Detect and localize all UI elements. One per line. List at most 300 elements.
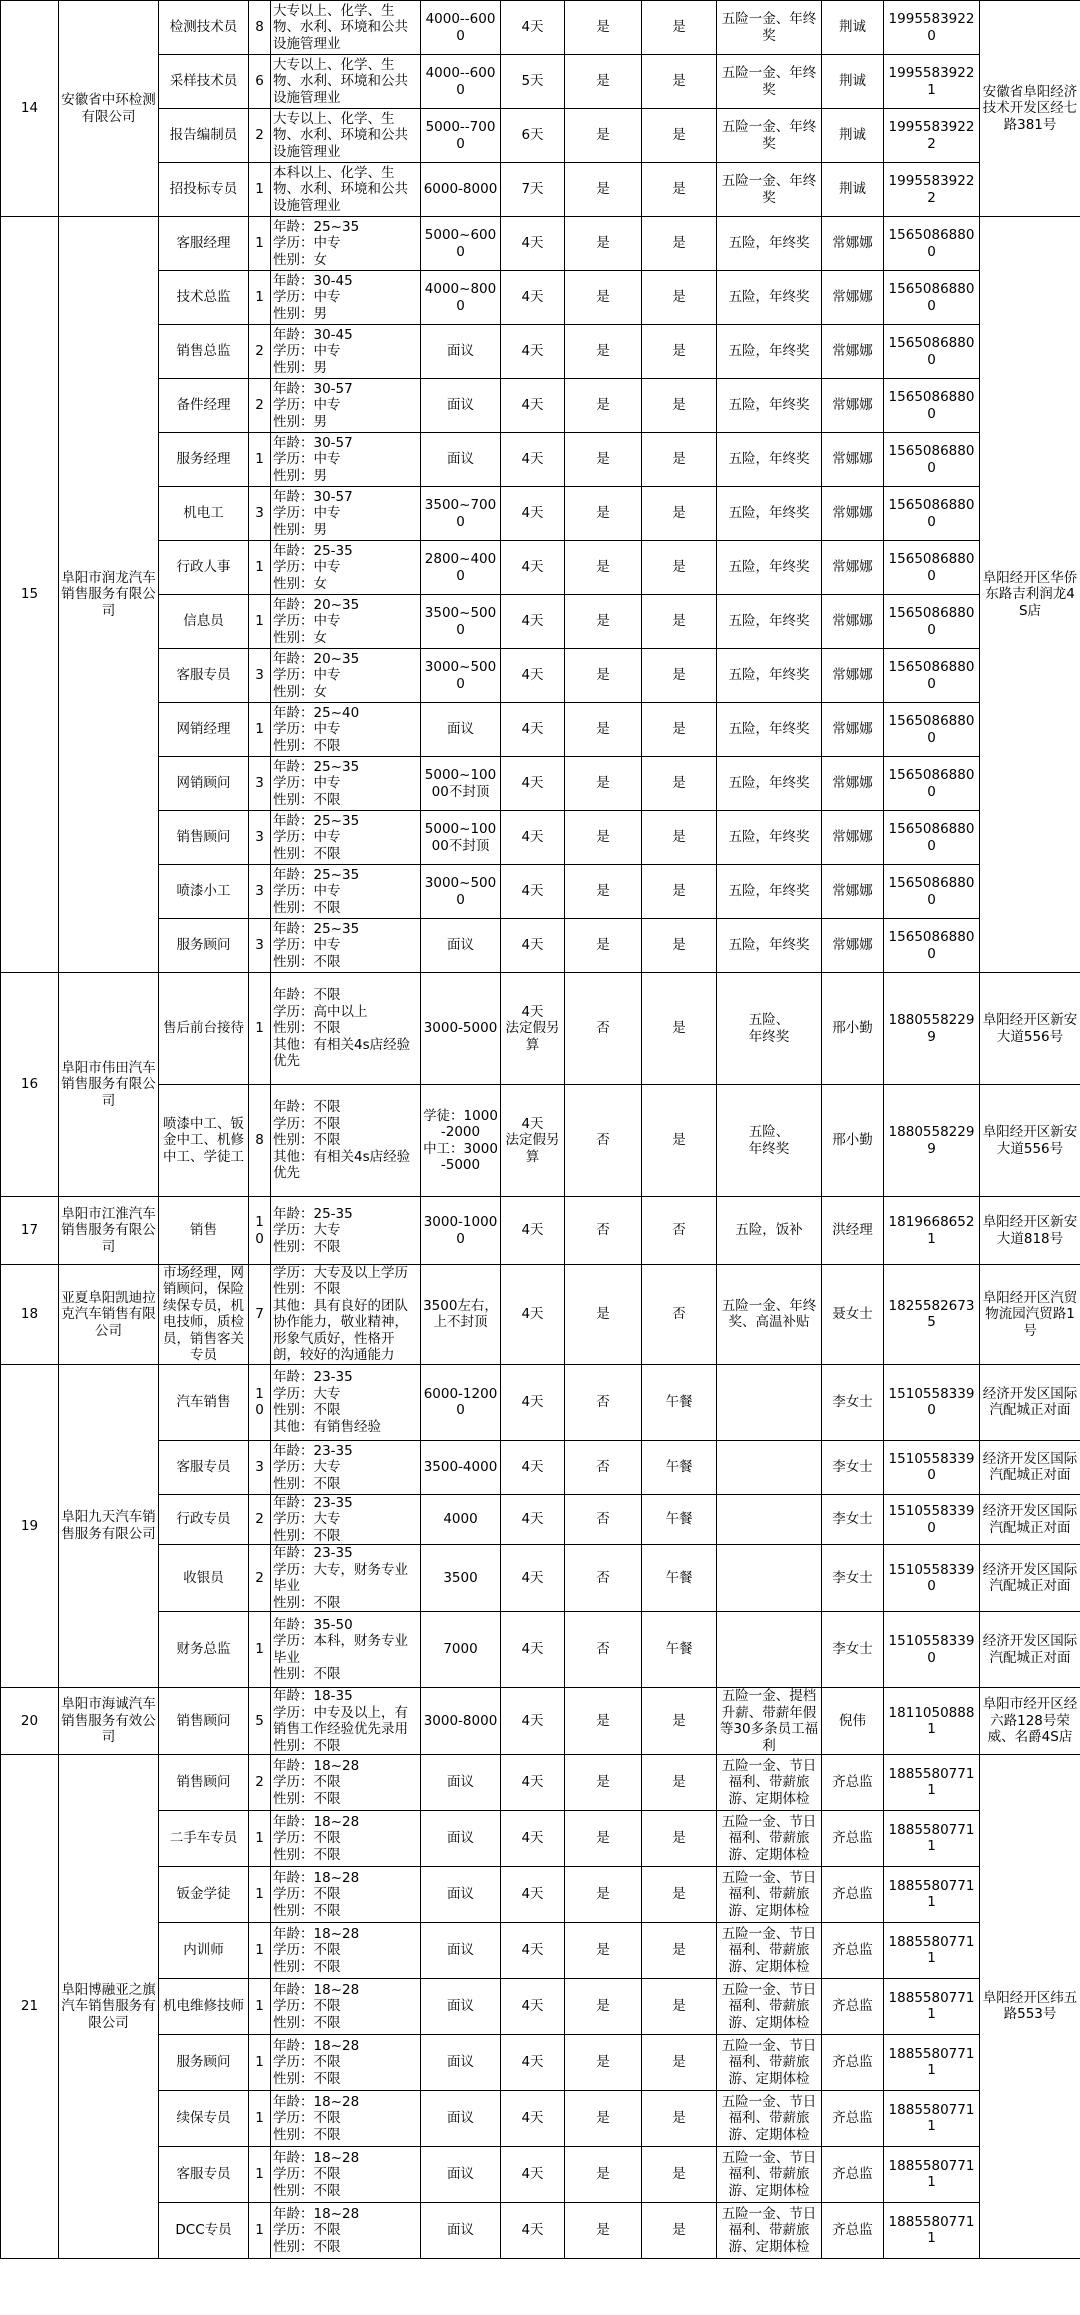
table-row bbox=[1, 1978, 1080, 2034]
contact-cell: 邢小勤 bbox=[822, 1085, 884, 1197]
phone-cell: 18855807711 bbox=[884, 1922, 980, 1978]
headcount-cell: 1 bbox=[249, 217, 271, 271]
benefits-cell: 五险、 年终奖 bbox=[717, 973, 822, 1085]
headcount-cell: 1 bbox=[249, 595, 271, 649]
address-cell: 阜阳经开区华侨东路吉利润龙4S店 bbox=[980, 217, 1080, 973]
company-name: 阜阳市江淮汽车销售服务有限公司 bbox=[59, 1197, 159, 1265]
rest-days-cell: 4天 bbox=[501, 1810, 565, 1866]
insurance-cell: 是 bbox=[565, 811, 642, 865]
meal-cell: 是 bbox=[642, 973, 717, 1085]
position-cell: 服务经理 bbox=[159, 433, 249, 487]
contact-cell: 常娜娜 bbox=[822, 433, 884, 487]
position-cell: 收银员 bbox=[159, 1545, 249, 1612]
salary-cell: 面议 bbox=[421, 2202, 501, 2258]
company-name: 阜阳市海诚汽车销售服务有效公司 bbox=[59, 1688, 159, 1755]
rest-days-cell: 4天 bbox=[501, 811, 565, 865]
salary-cell: 3000~5000 bbox=[421, 649, 501, 703]
position-cell: 销售 bbox=[159, 1197, 249, 1265]
position-cell: 销售总监 bbox=[159, 325, 249, 379]
salary-cell: 4000~8000 bbox=[421, 271, 501, 325]
phone-cell: 18805582299 bbox=[884, 1085, 980, 1197]
phone-cell: 18855807711 bbox=[884, 2202, 980, 2258]
rest-days-cell: 4天 bbox=[501, 1494, 565, 1544]
meal-cell: 是 bbox=[642, 1754, 717, 1810]
rest-days-cell: 4天 bbox=[501, 1866, 565, 1922]
meal-cell: 是 bbox=[642, 109, 717, 163]
rest-days-cell: 4天 bbox=[501, 1612, 565, 1688]
requirements-cell: 年龄：18~28 学历：不限 性别：不限 bbox=[271, 1754, 421, 1810]
benefits-cell: 五险一金、年终奖 bbox=[717, 109, 822, 163]
meal-cell: 是 bbox=[642, 1085, 717, 1197]
position-cell: 网销顾问 bbox=[159, 757, 249, 811]
benefits-cell bbox=[717, 1612, 822, 1688]
insurance-cell: 否 bbox=[565, 1545, 642, 1612]
insurance-cell: 是 bbox=[565, 541, 642, 595]
meal-cell: 是 bbox=[642, 379, 717, 433]
headcount-cell: 1 bbox=[249, 433, 271, 487]
position-cell: 网销经理 bbox=[159, 703, 249, 757]
table-row bbox=[1, 703, 1080, 757]
table-row bbox=[1, 1612, 1080, 1688]
phone-cell: 18805582299 bbox=[884, 973, 980, 1085]
meal-cell: 否 bbox=[642, 1197, 717, 1265]
requirements-cell: 本科以上、化学、生物、水利、环境和公共设施管理业 bbox=[271, 163, 421, 217]
benefits-cell: 五险一金、节日福利、带薪旅游、定期体检 bbox=[717, 1754, 822, 1810]
meal-cell: 是 bbox=[642, 1922, 717, 1978]
requirements-cell: 年龄：30-45 学历：中专 性别：男 bbox=[271, 271, 421, 325]
rest-days-cell: 4天 bbox=[501, 2202, 565, 2258]
meal-cell: 是 bbox=[642, 2034, 717, 2090]
contact-cell: 洪经理 bbox=[822, 1197, 884, 1265]
table-row bbox=[1, 163, 1080, 217]
contact-cell: 齐总监 bbox=[822, 1978, 884, 2034]
company-number: 15 bbox=[1, 217, 59, 973]
benefits-cell: 五险，饭补 bbox=[717, 1197, 822, 1265]
table-row bbox=[1, 1364, 1080, 1440]
phone-cell: 15650868800 bbox=[884, 703, 980, 757]
contact-cell: 倪伟 bbox=[822, 1688, 884, 1755]
position-cell: 二手车专员 bbox=[159, 1810, 249, 1866]
position-cell: 喷漆中工、钣金中工、机修中工、学徒工 bbox=[159, 1085, 249, 1197]
meal-cell: 是 bbox=[642, 55, 717, 109]
address-cell: 阜阳经开区纬五路553号 bbox=[980, 1754, 1080, 2258]
phone-cell: 18855807711 bbox=[884, 1866, 980, 1922]
salary-cell: 面议 bbox=[421, 433, 501, 487]
requirements-cell: 年龄：25~35 学历：中专 性别：不限 bbox=[271, 865, 421, 919]
contact-cell: 常娜娜 bbox=[822, 217, 884, 271]
headcount-cell: 3 bbox=[249, 649, 271, 703]
company-name: 亚夏阜阳凯迪拉克汽车销售有限公司 bbox=[59, 1265, 159, 1365]
benefits-cell: 五险，年终奖 bbox=[717, 217, 822, 271]
table-row bbox=[1, 109, 1080, 163]
insurance-cell: 是 bbox=[565, 2034, 642, 2090]
phone-cell: 18855807711 bbox=[884, 2090, 980, 2146]
requirements-cell: 年龄：30-45 学历：中专 性别：男 bbox=[271, 325, 421, 379]
salary-cell: 4000--6000 bbox=[421, 1, 501, 55]
insurance-cell: 否 bbox=[565, 1440, 642, 1494]
phone-cell: 19955839221 bbox=[884, 55, 980, 109]
table-row bbox=[1, 811, 1080, 865]
benefits-cell bbox=[717, 1494, 822, 1544]
headcount-cell: 3 bbox=[249, 919, 271, 973]
company-name: 阜阳市伟田汽车销售服务有限公司 bbox=[59, 973, 159, 1197]
phone-cell: 15650868800 bbox=[884, 433, 980, 487]
requirements-cell: 年龄：25~35 学历：中专 性别：不限 bbox=[271, 757, 421, 811]
company-number: 18 bbox=[1, 1265, 59, 1365]
table-row bbox=[1, 649, 1080, 703]
phone-cell: 19955839220 bbox=[884, 1, 980, 55]
requirements-cell: 年龄：25-35 学历：大专 性别：不限 bbox=[271, 1197, 421, 1265]
insurance-cell: 是 bbox=[565, 433, 642, 487]
contact-cell: 常娜娜 bbox=[822, 649, 884, 703]
benefits-cell: 五险，年终奖 bbox=[717, 379, 822, 433]
phone-cell: 18855807711 bbox=[884, 1810, 980, 1866]
rest-days-cell: 4天 bbox=[501, 487, 565, 541]
insurance-cell: 是 bbox=[565, 703, 642, 757]
headcount-cell: 2 bbox=[249, 379, 271, 433]
benefits-cell: 五险，年终奖 bbox=[717, 919, 822, 973]
rest-days-cell: 4天 bbox=[501, 919, 565, 973]
meal-cell: 是 bbox=[642, 811, 717, 865]
requirements-cell: 年龄：25~35 学历：中专 性别：不限 bbox=[271, 811, 421, 865]
contact-cell: 齐总监 bbox=[822, 2202, 884, 2258]
benefits-cell: 五险一金、年终奖、高温补贴 bbox=[717, 1265, 822, 1365]
salary-cell: 6000-12000 bbox=[421, 1364, 501, 1440]
position-cell: DCC专员 bbox=[159, 2202, 249, 2258]
meal-cell: 是 bbox=[642, 1, 717, 55]
company-name: 阜阳市润龙汽车销售服务有限公司 bbox=[59, 217, 159, 973]
headcount-cell: 1 bbox=[249, 1922, 271, 1978]
insurance-cell: 是 bbox=[565, 2202, 642, 2258]
position-cell: 汽车销售 bbox=[159, 1364, 249, 1440]
requirements-cell: 年龄：23-35 学历：大专 性别：不限 bbox=[271, 1440, 421, 1494]
table-row bbox=[1, 2146, 1080, 2202]
rest-days-cell: 4天 bbox=[501, 379, 565, 433]
position-cell: 内训师 bbox=[159, 1922, 249, 1978]
company-number: 14 bbox=[1, 1, 59, 217]
insurance-cell: 是 bbox=[565, 757, 642, 811]
phone-cell: 15650868800 bbox=[884, 811, 980, 865]
contact-cell: 常娜娜 bbox=[822, 865, 884, 919]
rest-days-cell: 4天 bbox=[501, 2146, 565, 2202]
phone-cell: 18855807711 bbox=[884, 1754, 980, 1810]
position-cell: 技术总监 bbox=[159, 271, 249, 325]
insurance-cell: 是 bbox=[565, 1810, 642, 1866]
meal-cell: 是 bbox=[642, 217, 717, 271]
position-cell: 采样技术员 bbox=[159, 55, 249, 109]
requirements-cell: 年龄：18~28 学历：不限 性别：不限 bbox=[271, 1866, 421, 1922]
table-row bbox=[1, 541, 1080, 595]
headcount-cell: 2 bbox=[249, 109, 271, 163]
salary-cell: 面议 bbox=[421, 2090, 501, 2146]
salary-cell: 3000-10000 bbox=[421, 1197, 501, 1265]
requirements-cell: 年龄：23-35 学历：大专 性别：不限 bbox=[271, 1494, 421, 1544]
rest-days-cell: 4天 bbox=[501, 1978, 565, 2034]
position-cell: 财务总监 bbox=[159, 1612, 249, 1688]
phone-cell: 18855807711 bbox=[884, 2146, 980, 2202]
company-number: 21 bbox=[1, 1754, 59, 2258]
contact-cell: 邢小勤 bbox=[822, 973, 884, 1085]
position-cell: 信息员 bbox=[159, 595, 249, 649]
rest-days-cell: 4天 bbox=[501, 1, 565, 55]
salary-cell: 面议 bbox=[421, 1922, 501, 1978]
table-row bbox=[1, 1754, 1080, 1810]
meal-cell: 是 bbox=[642, 1866, 717, 1922]
requirements-cell: 年龄：35-50 学历：本科，财务专业毕业 性别：不限 bbox=[271, 1612, 421, 1688]
phone-cell: 18855807711 bbox=[884, 2034, 980, 2090]
rest-days-cell: 4天 法定假另算 bbox=[501, 973, 565, 1085]
rest-days-cell: 4天 bbox=[501, 1545, 565, 1612]
address-cell: 经济开发区国际汽配城正对面 bbox=[980, 1440, 1080, 1494]
headcount-cell: 1 bbox=[249, 1612, 271, 1688]
meal-cell: 是 bbox=[642, 757, 717, 811]
benefits-cell: 五险，年终奖 bbox=[717, 325, 822, 379]
phone-cell: 15650868800 bbox=[884, 379, 980, 433]
headcount-cell: 10 bbox=[249, 1197, 271, 1265]
headcount-cell: 8 bbox=[249, 1085, 271, 1197]
insurance-cell: 是 bbox=[565, 217, 642, 271]
address-cell: 经济开发区国际汽配城正对面 bbox=[980, 1364, 1080, 1440]
table-row bbox=[1, 1, 1080, 55]
insurance-cell: 是 bbox=[565, 649, 642, 703]
table-row bbox=[1, 973, 1080, 1085]
insurance-cell: 是 bbox=[565, 379, 642, 433]
rest-days-cell: 4天 bbox=[501, 1197, 565, 1265]
benefits-cell bbox=[717, 1545, 822, 1612]
rest-days-cell: 4天 bbox=[501, 1440, 565, 1494]
salary-cell: 面议 bbox=[421, 325, 501, 379]
meal-cell: 是 bbox=[642, 1688, 717, 1755]
requirements-cell: 年龄：25~35 学历：中专 性别：不限 bbox=[271, 919, 421, 973]
phone-cell: 15105583390 bbox=[884, 1545, 980, 1612]
salary-cell: 面议 bbox=[421, 703, 501, 757]
salary-cell: 4000 bbox=[421, 1494, 501, 1544]
table-row bbox=[1, 487, 1080, 541]
benefits-cell: 五险，年终奖 bbox=[717, 703, 822, 757]
salary-cell: 3500~5000 bbox=[421, 595, 501, 649]
requirements-cell: 年龄：18~28 学历：不限 性别：不限 bbox=[271, 1978, 421, 2034]
insurance-cell: 是 bbox=[565, 1265, 642, 1365]
salary-cell: 5000~10000不封顶 bbox=[421, 811, 501, 865]
contact-cell: 齐总监 bbox=[822, 1810, 884, 1866]
rest-days-cell: 4天 bbox=[501, 271, 565, 325]
headcount-cell: 5 bbox=[249, 1688, 271, 1755]
table-row bbox=[1, 919, 1080, 973]
headcount-cell: 1 bbox=[249, 163, 271, 217]
position-cell: 机电工 bbox=[159, 487, 249, 541]
contact-cell: 李女士 bbox=[822, 1612, 884, 1688]
insurance-cell: 是 bbox=[565, 487, 642, 541]
insurance-cell: 是 bbox=[565, 1922, 642, 1978]
contact-cell: 常娜娜 bbox=[822, 541, 884, 595]
contact-cell: 常娜娜 bbox=[822, 487, 884, 541]
table-row bbox=[1, 757, 1080, 811]
contact-cell: 荆诚 bbox=[822, 109, 884, 163]
contact-cell: 荆诚 bbox=[822, 1, 884, 55]
meal-cell: 是 bbox=[642, 1978, 717, 2034]
table-row bbox=[1, 1545, 1080, 1612]
rest-days-cell: 4天 bbox=[501, 433, 565, 487]
rest-days-cell: 4天 bbox=[501, 541, 565, 595]
position-cell: 续保专员 bbox=[159, 2090, 249, 2146]
rest-days-cell: 4天 bbox=[501, 703, 565, 757]
benefits-cell: 五险一金、节日福利、带薪旅游、定期体检 bbox=[717, 1922, 822, 1978]
position-cell: 检测技术员 bbox=[159, 1, 249, 55]
position-cell: 销售顾问 bbox=[159, 1754, 249, 1810]
phone-cell: 18255826735 bbox=[884, 1265, 980, 1365]
headcount-cell: 3 bbox=[249, 487, 271, 541]
salary-cell: 面议 bbox=[421, 1978, 501, 2034]
meal-cell: 午餐 bbox=[642, 1440, 717, 1494]
requirements-cell: 年龄：23-35 学历：大专，财务专业毕业 性别：不限 bbox=[271, 1545, 421, 1612]
salary-cell: 2800~4000 bbox=[421, 541, 501, 595]
position-cell: 售后前台接待 bbox=[159, 973, 249, 1085]
position-cell: 销售顾问 bbox=[159, 811, 249, 865]
address-cell: 经济开发区国际汽配城正对面 bbox=[980, 1494, 1080, 1544]
headcount-cell: 3 bbox=[249, 811, 271, 865]
table-row bbox=[1, 217, 1080, 271]
phone-cell: 15650868800 bbox=[884, 217, 980, 271]
meal-cell: 是 bbox=[642, 865, 717, 919]
meal-cell: 是 bbox=[642, 541, 717, 595]
insurance-cell: 是 bbox=[565, 2146, 642, 2202]
insurance-cell: 是 bbox=[565, 271, 642, 325]
headcount-cell: 1 bbox=[249, 2146, 271, 2202]
position-cell: 客服经理 bbox=[159, 217, 249, 271]
headcount-cell: 1 bbox=[249, 973, 271, 1085]
table-row bbox=[1, 2034, 1080, 2090]
phone-cell: 15105583390 bbox=[884, 1364, 980, 1440]
headcount-cell: 1 bbox=[249, 2034, 271, 2090]
rest-days-cell: 4天 bbox=[501, 325, 565, 379]
benefits-cell: 五险，年终奖 bbox=[717, 649, 822, 703]
table-row bbox=[1, 865, 1080, 919]
insurance-cell: 是 bbox=[565, 865, 642, 919]
insurance-cell: 否 bbox=[565, 1494, 642, 1544]
benefits-cell: 五险、 年终奖 bbox=[717, 1085, 822, 1197]
insurance-cell: 否 bbox=[565, 1085, 642, 1197]
phone-cell: 19955839222 bbox=[884, 163, 980, 217]
requirements-cell: 年龄：25~35 学历：中专 性别：女 bbox=[271, 217, 421, 271]
insurance-cell: 是 bbox=[565, 1, 642, 55]
headcount-cell: 2 bbox=[249, 1545, 271, 1612]
contact-cell: 李女士 bbox=[822, 1440, 884, 1494]
salary-cell: 3500~7000 bbox=[421, 487, 501, 541]
position-cell: 市场经理，网销顾问，保险续保专员，机电技师，质检员，销售客关专员 bbox=[159, 1265, 249, 1365]
phone-cell: 15650868800 bbox=[884, 271, 980, 325]
rest-days-cell: 4天 bbox=[501, 865, 565, 919]
salary-cell: 面议 bbox=[421, 2034, 501, 2090]
headcount-cell: 1 bbox=[249, 1978, 271, 2034]
rest-days-cell: 4天 bbox=[501, 217, 565, 271]
rest-days-cell: 6天 bbox=[501, 109, 565, 163]
requirements-cell: 年龄：25-35 学历：中专 性别：女 bbox=[271, 541, 421, 595]
headcount-cell: 1 bbox=[249, 271, 271, 325]
benefits-cell: 五险一金、节日福利、带薪旅游、定期体检 bbox=[717, 2034, 822, 2090]
address-cell: 阜阳经开区新安大道556号 bbox=[980, 973, 1080, 1085]
meal-cell: 是 bbox=[642, 1810, 717, 1866]
meal-cell: 午餐 bbox=[642, 1612, 717, 1688]
requirements-cell: 年龄：18~28 学历：不限 性别：不限 bbox=[271, 1922, 421, 1978]
rest-days-cell: 4天 bbox=[501, 1265, 565, 1365]
requirements-cell: 年龄：30-57 学历：中专 性别：男 bbox=[271, 487, 421, 541]
phone-cell: 15650868800 bbox=[884, 919, 980, 973]
salary-cell: 面议 bbox=[421, 379, 501, 433]
headcount-cell: 1 bbox=[249, 1810, 271, 1866]
contact-cell: 常娜娜 bbox=[822, 757, 884, 811]
benefits-cell: 五险一金、节日福利、带薪旅游、定期体检 bbox=[717, 2202, 822, 2258]
headcount-cell: 2 bbox=[249, 1754, 271, 1810]
phone-cell: 15105583390 bbox=[884, 1440, 980, 1494]
headcount-cell: 7 bbox=[249, 1265, 271, 1365]
address-cell: 阜阳经开区汽贸物流园汽贸路1号 bbox=[980, 1265, 1080, 1365]
phone-cell: 15650868800 bbox=[884, 865, 980, 919]
table-row bbox=[1, 55, 1080, 109]
headcount-cell: 3 bbox=[249, 1440, 271, 1494]
contact-cell: 聂女士 bbox=[822, 1265, 884, 1365]
benefits-cell: 五险，年终奖 bbox=[717, 541, 822, 595]
meal-cell: 是 bbox=[642, 433, 717, 487]
table-row bbox=[1, 595, 1080, 649]
contact-cell: 齐总监 bbox=[822, 2146, 884, 2202]
insurance-cell: 是 bbox=[565, 1978, 642, 2034]
contact-cell: 荆诚 bbox=[822, 163, 884, 217]
salary-cell: 3000-8000 bbox=[421, 1688, 501, 1755]
position-cell: 报告编制员 bbox=[159, 109, 249, 163]
address-cell: 经济开发区国际汽配城正对面 bbox=[980, 1545, 1080, 1612]
benefits-cell: 五险一金、节日福利、带薪旅游、定期体检 bbox=[717, 1810, 822, 1866]
meal-cell: 是 bbox=[642, 325, 717, 379]
position-cell: 备件经理 bbox=[159, 379, 249, 433]
position-cell: 机电维修技师 bbox=[159, 1978, 249, 2034]
requirements-cell: 年龄：18~28 学历：不限 性别：不限 bbox=[271, 2202, 421, 2258]
company-name: 安徽省中环检测有限公司 bbox=[59, 1, 159, 217]
insurance-cell: 是 bbox=[565, 109, 642, 163]
position-cell: 销售顾问 bbox=[159, 1688, 249, 1755]
salary-cell: 3000-5000 bbox=[421, 973, 501, 1085]
position-cell: 客服专员 bbox=[159, 1440, 249, 1494]
phone-cell: 15650868800 bbox=[884, 487, 980, 541]
salary-cell: 4000--6000 bbox=[421, 55, 501, 109]
table-row bbox=[1, 1688, 1080, 1755]
position-cell: 钣金学徒 bbox=[159, 1866, 249, 1922]
salary-cell: 5000--7000 bbox=[421, 109, 501, 163]
meal-cell: 否 bbox=[642, 1265, 717, 1365]
headcount-cell: 1 bbox=[249, 2090, 271, 2146]
headcount-cell: 1 bbox=[249, 703, 271, 757]
benefits-cell: 五险，年终奖 bbox=[717, 433, 822, 487]
rest-days-cell: 5天 bbox=[501, 55, 565, 109]
benefits-cell: 五险，年终奖 bbox=[717, 595, 822, 649]
address-cell: 安徽省阜阳经济技术开发区经七路381号 bbox=[980, 1, 1080, 217]
table-row bbox=[1, 1440, 1080, 1494]
salary-cell: 学徒：1000-2000 中工：3000-5000 bbox=[421, 1085, 501, 1197]
insurance-cell: 否 bbox=[565, 1612, 642, 1688]
phone-cell: 18110508881 bbox=[884, 1688, 980, 1755]
headcount-cell: 2 bbox=[249, 325, 271, 379]
rest-days-cell: 4天 bbox=[501, 2034, 565, 2090]
meal-cell: 是 bbox=[642, 163, 717, 217]
company-number: 16 bbox=[1, 973, 59, 1197]
requirements-cell: 年龄：18~28 学历：不限 性别：不限 bbox=[271, 2146, 421, 2202]
benefits-cell: 五险，年终奖 bbox=[717, 757, 822, 811]
salary-cell: 5000~10000不封顶 bbox=[421, 757, 501, 811]
insurance-cell: 是 bbox=[565, 919, 642, 973]
rest-days-cell: 4天 bbox=[501, 649, 565, 703]
table-row bbox=[1, 2202, 1080, 2258]
requirements-cell: 大专以上、化学、生物、水利、环境和公共设施管理业 bbox=[271, 109, 421, 163]
contact-cell: 齐总监 bbox=[822, 1754, 884, 1810]
